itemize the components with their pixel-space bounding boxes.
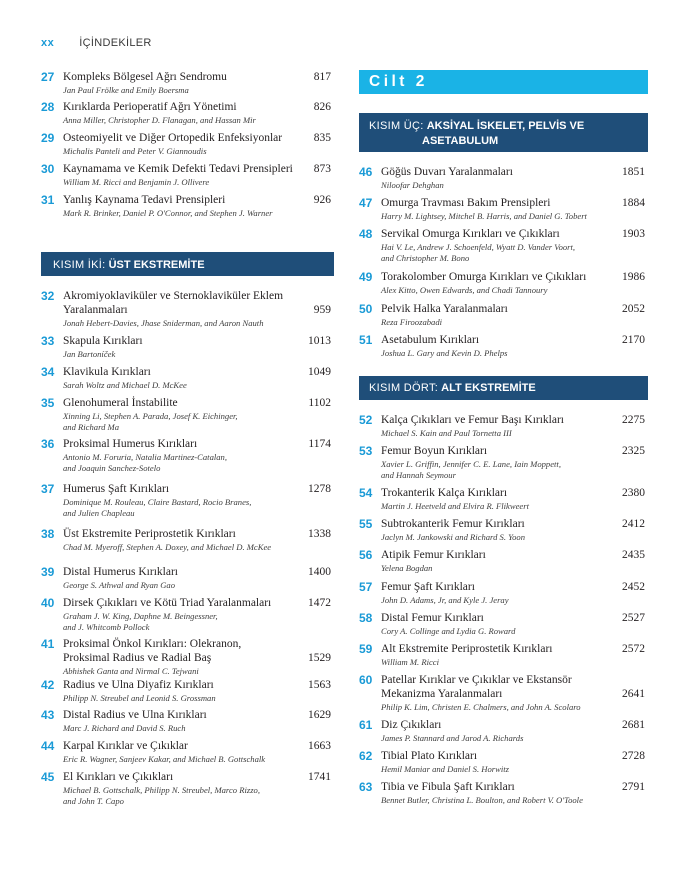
page-number: 1741 [308, 771, 331, 783]
chapter-authors: Niloofar Dehghan [381, 180, 444, 190]
page-number: 1629 [308, 709, 331, 721]
chapter-number: 32 [41, 289, 55, 303]
chapter-authors: and John T. Capo [63, 796, 124, 806]
toc-entry[interactable] [359, 611, 648, 637]
chapter-authors: James P. Stannard and Jarod A. Richards [381, 733, 524, 743]
chapter-number: 27 [41, 70, 55, 84]
chapter-title: Klavikula Kırıkları [63, 366, 151, 378]
toc-entry[interactable] [41, 482, 334, 519]
chapter-title: Kompleks Bölgesel Ağrı Sendromu [63, 71, 227, 83]
chapter-authors: Jaclyn M. Jankowski and Richard S. Yoon [381, 532, 526, 542]
chapter-title: Femur Şaft Kırıkları [381, 581, 475, 593]
chapter-title: Proksimal Humerus Kırıkları [63, 438, 198, 450]
chapter-authors: Dominique M. Rouleau, Claire Bastard, Rocio Branes, [63, 497, 252, 507]
toc-entry[interactable] [41, 678, 334, 704]
chapter-number: 63 [359, 780, 373, 794]
toc-entry[interactable] [359, 486, 648, 512]
chapter-authors: Xavier L. Griffin, Jennifer C. E. Lane, Iain Moppett, [381, 459, 561, 469]
chapter-number: 39 [41, 565, 55, 579]
toc-entry[interactable] [41, 365, 334, 391]
page-number: 1903 [622, 228, 645, 240]
chapter-authors: Eric R. Wagner, Sanjeev Kakar, and Michael B. Gottschalk [63, 754, 266, 764]
chapter-number: 58 [359, 611, 373, 625]
page-number: 2572 [622, 643, 645, 655]
toc-entry[interactable] [41, 162, 334, 188]
chapter-number: 29 [41, 131, 55, 145]
chapter-authors: Bennet Butler, Christina L. Boulton, and Robert V. O'Toole [381, 795, 583, 805]
chapter-title: Atipik Femur Kırıkları [381, 549, 486, 561]
page-number: 1338 [308, 528, 331, 540]
chapter-authors: and Christopher M. Bono [381, 253, 470, 263]
toc-entry[interactable] [359, 780, 648, 806]
chapter-title: Diz Çıkıkları [381, 719, 442, 731]
toc-entry[interactable] [359, 673, 648, 713]
toc-entry[interactable] [41, 739, 334, 765]
chapter-authors: Yelena Bogdan [381, 563, 433, 573]
chapter-number: 45 [41, 770, 55, 784]
toc-entry[interactable] [359, 517, 648, 543]
chapter-title: Femur Boyun Kırıkları [381, 445, 488, 457]
toc-entry[interactable] [41, 289, 334, 329]
page-number: xx [41, 37, 55, 49]
chapter-title: Dirsek Çıkıkları ve Kötü Triad Yaralanmaları [63, 597, 272, 609]
page-number: 817 [313, 71, 331, 83]
chapter-number: 57 [359, 580, 373, 594]
chapter-title: Distal Femur Kırıkları [381, 612, 484, 624]
chapter-number: 31 [41, 193, 55, 207]
chapter-number: 34 [41, 365, 55, 379]
chapter-authors: John D. Adams, Jr, and Kyle J. Jeray [381, 595, 509, 605]
page-number: 2412 [622, 518, 645, 530]
page-number: 1102 [308, 397, 331, 409]
toc-entry[interactable] [359, 642, 648, 668]
chapter-authors: Mark R. Brinker, Daniel P. O'Connor, and Stephen J. Warner [63, 208, 273, 218]
chapter-title: Patellar Kırıklar ve Çıkıklar ve Ekstansör [381, 674, 572, 686]
chapter-authors: Michalis Panteli and Peter V. Giannoudis [63, 146, 207, 156]
part-label: KISIM İKİ: [53, 259, 106, 271]
chapter-title: Göğüs Duvarı Yaralanmaları [381, 166, 513, 178]
page-number: 926 [313, 194, 331, 206]
chapter-authors: Philipp N. Streubel and Leonid S. Grossman [63, 693, 216, 703]
part-title: ALT EKSTREMİTE [441, 382, 536, 394]
toc-entry[interactable] [359, 413, 648, 439]
page-number: 2728 [622, 750, 645, 762]
chapter-title: Yaralanmaları [63, 304, 128, 316]
chapter-number: 48 [359, 227, 373, 241]
chapter-title: Kırıklarda Perioperatif Ağrı Yönetimi [63, 101, 237, 113]
toc-entry[interactable] [41, 70, 334, 96]
chapter-number: 40 [41, 596, 55, 610]
chapter-authors: Alex Kitto, Owen Edwards, and Chadi Tannoury [381, 285, 548, 295]
page-number: 835 [313, 132, 331, 144]
page-number: 2527 [622, 612, 645, 624]
chapter-authors: and J. Whitcomb Pollock [63, 622, 150, 632]
chapter-number: 47 [359, 196, 373, 210]
toc-entry[interactable] [41, 637, 334, 677]
chapter-authors: Michael S. Kain and Paul Tornetta III [381, 428, 512, 438]
page-number: 2380 [622, 487, 645, 499]
page-number: 1400 [308, 566, 331, 578]
part-four-heading [359, 376, 648, 400]
toc-entry[interactable] [41, 193, 334, 219]
part-title: ÜST EKSTREMİTE [108, 259, 205, 271]
chapter-number: 56 [359, 548, 373, 562]
chapter-number: 51 [359, 333, 373, 347]
chapter-title: Pelvik Halka Yaralanmaları [381, 303, 508, 315]
chapter-authors: Jan Paul Frölke and Emily Boersma [63, 85, 189, 95]
section-title: İÇİNDEKİLER [79, 37, 152, 49]
chapter-number: 52 [359, 413, 373, 427]
chapter-title: Tibial Plato Kırıkları [381, 750, 478, 762]
page-number: 1472 [308, 597, 331, 609]
toc-entry[interactable] [359, 333, 648, 359]
chapter-authors: William M. Ricci [381, 657, 439, 667]
chapter-title: Subtrokanterik Femur Kırıkları [381, 518, 525, 530]
chapter-authors: Graham J. W. King, Daphne M. Beingessner, [63, 611, 218, 621]
chapter-title: Alt Ekstremite Periprostetik Kırıkları [381, 643, 553, 655]
page-number: 1884 [622, 197, 645, 209]
chapter-title: Trokanterik Kalça Kırıkları [381, 487, 508, 499]
running-header [41, 36, 152, 50]
chapter-title: Asetabulum Kırıkları [381, 334, 480, 346]
page-number: 1278 [308, 483, 331, 495]
chapter-title: Radius ve Ulna Diyafiz Kırıkları [63, 679, 214, 691]
page-number: 1563 [308, 679, 331, 691]
toc-entry[interactable] [359, 749, 648, 775]
chapter-number: 53 [359, 444, 373, 458]
toc-entry[interactable] [41, 770, 334, 807]
chapter-authors: Abhishek Ganta and Nirmal C. Tejwani [63, 666, 199, 676]
chapter-number: 43 [41, 708, 55, 722]
chapter-number: 46 [359, 165, 373, 179]
toc-entry[interactable] [41, 334, 334, 360]
page-number: 2435 [622, 549, 645, 561]
toc-entry[interactable] [359, 165, 648, 191]
chapter-title: Karpal Kırıklar ve Çıkıklar [63, 740, 188, 752]
chapter-title: Mekanizma Yaralanmaları [381, 688, 503, 700]
page-number: 1049 [308, 366, 331, 378]
part-label: KISIM ÜÇ: [369, 120, 424, 132]
chapter-authors: and Hannah Seymour [381, 470, 456, 480]
chapter-number: 49 [359, 270, 373, 284]
toc-entry[interactable] [359, 227, 648, 264]
chapter-authors: Harry M. Lightsey, Mitchel B. Harris, and Daniel G. Tobert [381, 211, 587, 221]
page-number: 959 [313, 304, 331, 316]
page-number: 2681 [622, 719, 645, 731]
chapter-number: 50 [359, 302, 373, 316]
chapter-authors: Hemil Maniar and Daniel S. Horwitz [381, 764, 509, 774]
chapter-number: 59 [359, 642, 373, 656]
toc-entry[interactable] [359, 444, 648, 481]
chapter-number: 44 [41, 739, 55, 753]
part-three-heading [359, 113, 648, 152]
part-title-line2: ASETABULUM [422, 135, 499, 147]
chapter-title: Torakolomber Omurga Kırıkları ve Çıkıkları [381, 271, 587, 283]
chapter-title: Distal Radius ve Ulna Kırıkları [63, 709, 207, 721]
chapter-title: Proksimal Önkol Kırıkları: Olekranon, [63, 638, 242, 650]
chapter-authors: Michael B. Gottschalk, Philipp N. Streubel, Marco Rizzo, [63, 785, 260, 795]
chapter-title: Distal Humerus Kırıkları [63, 566, 178, 578]
chapter-number: 61 [359, 718, 373, 732]
page-number: 873 [313, 163, 331, 175]
chapter-authors: William M. Ricci and Benjamin J. Ollivere [63, 177, 210, 187]
toc-entry[interactable] [41, 131, 334, 157]
chapter-authors: and Julien Chapleau [63, 508, 135, 518]
chapter-authors: Reza Firoozabadi [381, 317, 443, 327]
part-title: AKSİYAL İSKELET, PELVİS VE [426, 120, 585, 132]
page-number: 2052 [622, 303, 645, 315]
chapter-authors: George S. Athwal and Ryan Gao [63, 580, 176, 590]
chapter-number: 41 [41, 637, 55, 651]
toc-entry[interactable] [359, 196, 648, 222]
chapter-authors: and Joaquin Sanchez-Sotelo [63, 463, 161, 473]
chapter-title: Osteomiyelit ve Diğer Ortopedik Enfeksiyonlar [63, 132, 283, 144]
volume-heading: Cilt 2 [359, 70, 648, 94]
chapter-title: Akromiyoklaviküler ve Sternoklaviküler Eklem [63, 290, 284, 302]
chapter-number: 60 [359, 673, 373, 687]
chapter-title: Servikal Omurga Kırıkları ve Çıkıkları [381, 228, 560, 240]
chapter-authors: Sarah Woltz and Michael D. McKee [63, 380, 187, 390]
part-label: KISIM DÖRT: [369, 382, 439, 394]
toc-entry[interactable] [359, 580, 648, 606]
page-number: 1663 [308, 740, 331, 752]
chapter-title: Kaynamama ve Kemik Defekti Tedavi Prensipleri [63, 163, 293, 175]
chapter-title: Humerus Şaft Kırıkları [63, 483, 170, 495]
chapter-authors: Jonah Hebert-Davies, Jhase Sniderman, and Aaron Nauth [63, 318, 264, 328]
toc-entry[interactable] [359, 270, 648, 296]
chapter-authors: Anna Miller, Christopher D. Flanagan, and Hassan Mir [63, 115, 256, 125]
chapter-authors: Joshua L. Gary and Kevin D. Phelps [381, 348, 508, 358]
page-number: 2641 [622, 688, 645, 700]
chapter-title: Tibia ve Fibula Şaft Kırıkları [381, 781, 515, 793]
page-number: 2452 [622, 581, 645, 593]
page-number: 1174 [308, 438, 331, 450]
page-number: 826 [313, 101, 331, 113]
chapter-title: Kalça Çıkıkları ve Femur Başı Kırıkları [381, 414, 564, 426]
toc-entry[interactable] [41, 596, 334, 633]
chapter-number: 62 [359, 749, 373, 763]
page-number: 1529 [308, 652, 331, 664]
page-number: 2325 [622, 445, 645, 457]
chapter-number: 55 [359, 517, 373, 531]
toc-entry[interactable] [41, 396, 334, 433]
page-number: 2791 [622, 781, 645, 793]
toc-entry[interactable] [41, 708, 334, 734]
page-number: 1986 [622, 271, 645, 283]
chapter-title: Omurga Travması Bakım Prensipleri [381, 197, 551, 209]
chapter-title: Glenohumeral İnstabilite [63, 397, 178, 409]
chapter-authors: Chad M. Myeroff, Stephen A. Doxey, and Michael D. McKee [63, 542, 272, 552]
chapter-authors: Jan Bartoníček [63, 349, 116, 359]
toc-entry[interactable] [359, 302, 648, 328]
chapter-authors: Cory A. Collinge and Lydia G. Roward [381, 626, 516, 636]
chapter-authors: Xinning Li, Stephen A. Parada, Josef K. Eichinger, [63, 411, 238, 421]
page-number: 1013 [308, 335, 331, 347]
chapter-title: Skapula Kırıkları [63, 335, 143, 347]
toc-entry[interactable] [41, 527, 334, 553]
page-number: 2170 [622, 334, 645, 346]
toc-entry[interactable] [41, 437, 334, 474]
chapter-authors: Philip K. Lim, Christen E. Chalmers, and John A. Scolaro [381, 702, 581, 712]
page-number: 2275 [622, 414, 645, 426]
chapter-authors: Hai V. Le, Andrew J. Schoenfeld, Wyatt D. Vander Voort, [381, 242, 576, 252]
chapter-number: 28 [41, 100, 55, 114]
chapter-authors: Martin J. Heetveld and Elvira R. Flikweert [381, 501, 529, 511]
chapter-number: 42 [41, 678, 55, 692]
page-number: 1851 [622, 166, 645, 178]
toc-entry[interactable] [359, 548, 648, 574]
chapter-title: Proksimal Radius ve Radial Baş [63, 652, 212, 664]
toc-entry[interactable] [41, 565, 334, 591]
chapter-number: 36 [41, 437, 55, 451]
chapter-number: 37 [41, 482, 55, 496]
chapter-number: 30 [41, 162, 55, 176]
chapter-authors: Antonio M. Foruria, Natalia Martinez-Catalan, [63, 452, 227, 462]
toc-entry[interactable] [41, 100, 334, 126]
chapter-title: Yanlış Kaynama Tedavi Prensipleri [63, 194, 226, 206]
chapter-number: 35 [41, 396, 55, 410]
chapter-number: 38 [41, 527, 55, 541]
chapter-authors: and Richard Ma [63, 422, 120, 432]
part-two-heading [41, 252, 334, 276]
chapter-number: 33 [41, 334, 55, 348]
chapter-title: Üst Ekstremite Periprostetik Kırıkları [63, 528, 236, 540]
chapter-title: El Kırıkları ve Çıkıkları [63, 771, 174, 783]
toc-entry[interactable] [359, 718, 648, 744]
chapter-number: 54 [359, 486, 373, 500]
chapter-authors: Marc J. Richard and David S. Ruch [63, 723, 186, 733]
